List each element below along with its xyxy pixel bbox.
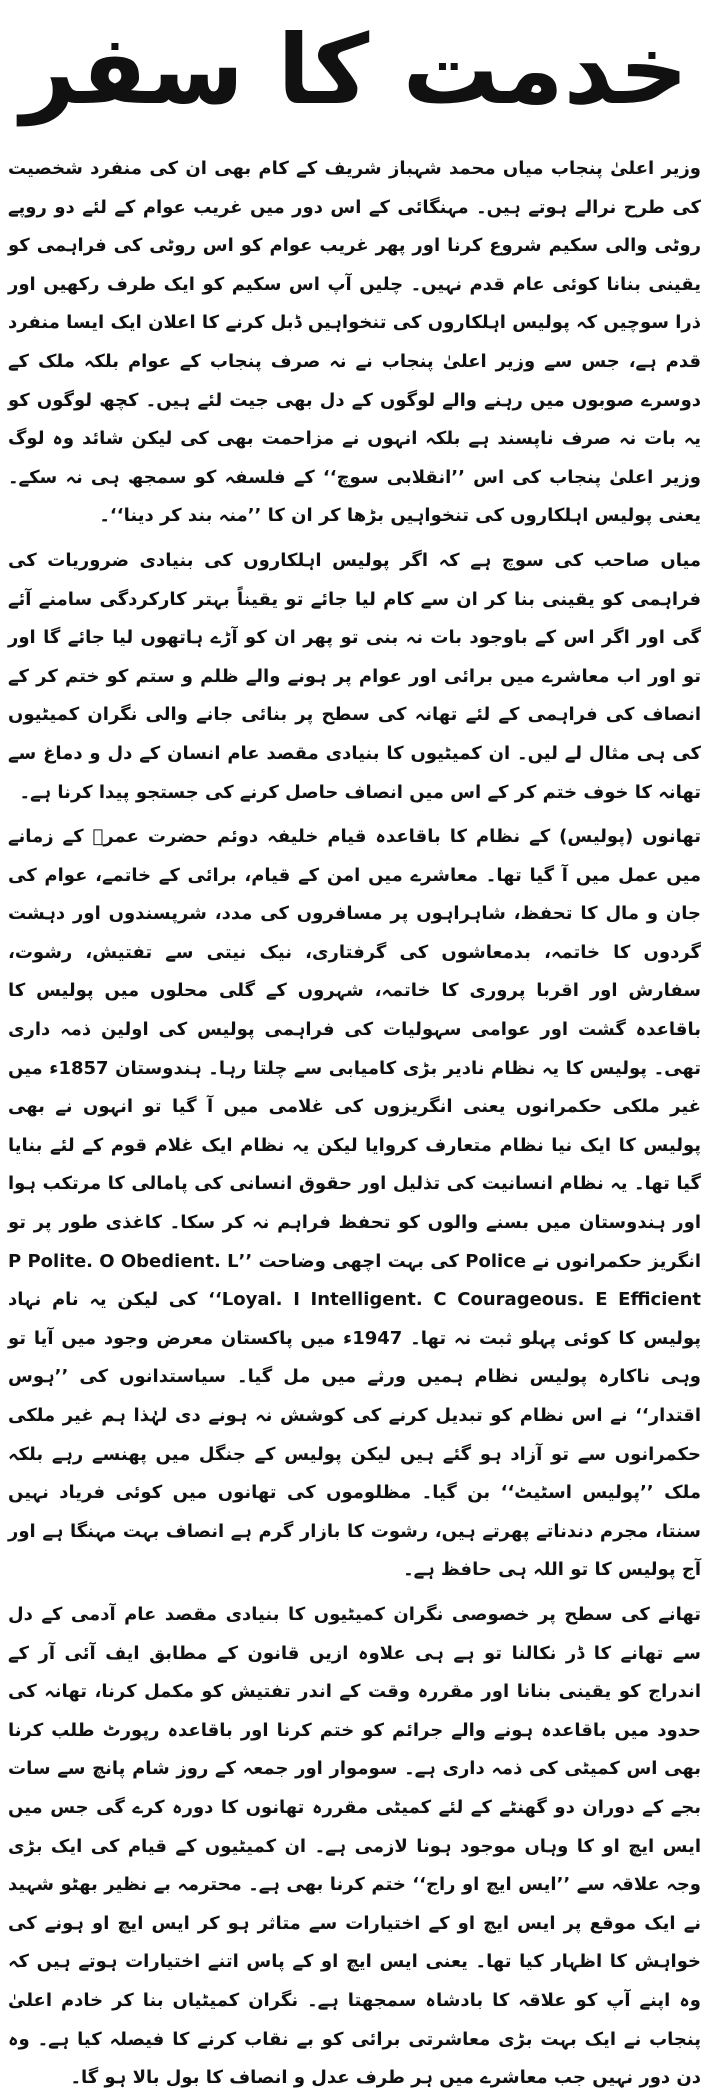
- article-headline: خدمت کا سفر: [20, 14, 689, 126]
- article-paragraph-3: تھانوں (پولیس) کے نظام کا باقاعدہ قیام خلیفہ دوئم حضرت عمرؓ کے زمانے میں عمل میں آ گیا تھا۔ معاشرے میں امن کے قیام، برائی کے خاتمے، عوام کی جان و مال کا تحفظ، شاہراہوں پر مسافروں کی مدد، شرپسندوں اور دہشت گردوں کا خاتمہ، بدمعاشوں کی گرفتاری، نیک نیتی سے تفتیش، رشوت، سفارش اور اقربا پروری کا خاتمہ، شہروں کے گلی محلوں میں پولیس کا باقاعدہ گشت اور عوامی سہولیات کی فراہمی پولیس کی اولین ذمہ داری تھی۔ پولیس کا یہ نظام نادیر بڑی کامیابی سے چلتا رہا۔ ہندوستان 1857ء میں غیر ملکی حکمرانوں یعنی انگریزوں کی غلامی میں آ گیا تو انہوں نے بھی پولیس کا ایک نیا نظام متعارف کروایا لیکن یہ نظام ایک غلام قوم کے لئے بنایا گیا تھا۔ یہ نظام انسانیت کی تذلیل اور حقوق انسانی کی پامالی کا مرتکب ہوا اور ہندوستان میں بسنے والوں کو تحفظ فراہم نہ کر سکا۔ کاغذی طور پر تو انگریز حکمرانوں نے Police کی بہت اچھی وضاحت ’’P Polite. O Obedient. L Loyal. I Intelligent. C Courageous. E Efficient‘‘ کی لیکن یہ نام نہاد پولیس کا کوئی پہلو ثبت نہ تھا۔ 1947ء میں پاکستان معرض وجود میں آیا تو وہی ناکارہ پولیس نظام ہمیں ورثے میں مل گیا۔ سیاستدانوں کی ’’ہوس اقتدار‘‘ نے اس نظام کو تبدیل کرنے کی کوشش نہ ہونے دی لہٰذا ہم غیر ملکی حکمرانوں سے تو آزاد ہو گئے ہیں لیکن پولیس کے جنگل میں پھنسے رہے بلکہ ملک ’’پولیس اسٹیٹ‘‘ بن گیا۔ مظلوموں کی تھانوں میں کوئی فریاد نہیں سنتا، مجرم دندناتے پھرتے ہیں، رشوت کا بازار گرم ہے انصاف بہت مہنگا ہے اور آج پولیس کا تو اللہ ہی حافظ ہے۔: [8, 826, 702, 1581]
- article-paragraph-4: تھانے کی سطح پر خصوصی نگران کمیٹیوں کا بنیادی مقصد عام آدمی کے دل سے تھانے کا ڈر نکالنا تو ہے ہی علاوہ ازیں قانون کے مطابق ایف آئی آر کے اندراج کو یقینی بنانا اور مقررہ وقت کے اندر تفتیش کو مکمل کرنا، تھانہ کی حدود میں باقاعدہ ہونے والے جرائم کو ختم کرنا اور باقاعدہ رپورٹ طلب کرنا بھی اس کمیٹی کی ذمہ داری ہے۔ سوموار اور جمعہ کے روز شام پانچ سے سات بجے کے دوران دو گھنٹے کے لئے کمیٹی مقررہ تھانوں کا دورہ کرے گی جس میں ایس ایچ او کا وہاں موجود ہونا لازمی ہے۔ ان کمیٹیوں کے قیام کی ایک بڑی وجہ علاقہ سے ’’ایس ایچ او راج‘‘ ختم کرنا بھی ہے۔ محترمہ بے نظیر بھٹو شہید نے ایک موقع پر ایس ایچ او کے اختیارات سے متاثر ہو کر ایس ایچ او ہونے کی خواہش کا اظہار کیا تھا۔ یعنی ایس ایچ او کے پاس اتنے اختیارات ہوتے ہیں کہ وہ اپنے آپ کو علاقہ کا بادشاہ سمجھتا ہے۔ نگران کمیٹیاں بنا کر خادم اعلیٰ پنجاب نے ایک بہت بڑی معاشرتی برائی کو بے نقاب کرنے کا فیصلہ کیا ہے۔ وہ دن دور نہیں جب معاشرے میں ہر طرف عدل و انصاف کا بول بالا ہو گا۔: [8, 1603, 701, 2089]
- article-paragraph-1: وزیر اعلیٰ پنجاب میاں محمد شہباز شریف کے کام بھی ان کی منفرد شخصیت کی طرح نرالے ہوتے ہیں۔ مہنگائی کے اس دور میں غریب عوام کے لئے دو روپے روٹی والی سکیم شروع کرنا اور پھر غریب عوام کو اس روٹی کی فراہمی کو یقینی بنانا کوئی عام قدم نہیں۔ چلیں آپ اس سکیم کو ایک طرف رکھیں اور ذرا سوچیں کہ پولیس اہلکاروں کی تنخواہیں ڈبل کرنے کا اعلان ایک ایسا منفرد قدم ہے، جس سے وزیر اعلیٰ پنجاب نے نہ صرف پنجاب کے عوام بلکہ ملک کے دوسرے صوبوں میں رہنے والے لوگوں کے دل بھی جیت لئے ہیں۔ کچھ لوگوں کو یہ بات نہ صرف ناپسند ہے بلکہ انہوں نے مزاحمت بھی کی لیکن شائد وہ لوگ وزیر اعلیٰ پنجاب کی اس ’’انقلابی سوچ‘‘ کے فلسفہ کو سمجھ ہی نہ سکے۔ یعنی پولیس اہلکاروں کی تنخواہیں بڑھا کر ان کا ’’منہ بند کر دینا‘‘۔: [8, 158, 701, 527]
- article-paragraph-2: میاں صاحب کی سوچ ہے کہ اگر پولیس اہلکاروں کی بنیادی ضروریات کی فراہمی کو یقینی بنا کر ان سے کام لیا جائے تو یقیناً بہتر کارکردگی سامنے آئے گی اور اگر اس کے باوجود بات نہ بنی تو پھر ان کو آڑے ہاتھوں لیا جائے گا اور تو اور اب معاشرے میں برائی اور عوام پر ہونے والے ظلم و ستم کو ختم کر کے انصاف کی فراہمی کے لئے تھانہ کی سطح پر بنائی جانے والی نگران کمیٹیوں کی ہی مثال لے لیں۔ ان کمیٹیوں کا بنیادی مقصد عام انسان کے دل و دماغ سے تھانہ کا خوف ختم کر کے اس میں انصاف حاصل کرنے کی جستجو پیدا کرنا ہے۔: [8, 549, 701, 803]
- article-body: [6, 150, 703, 2098]
